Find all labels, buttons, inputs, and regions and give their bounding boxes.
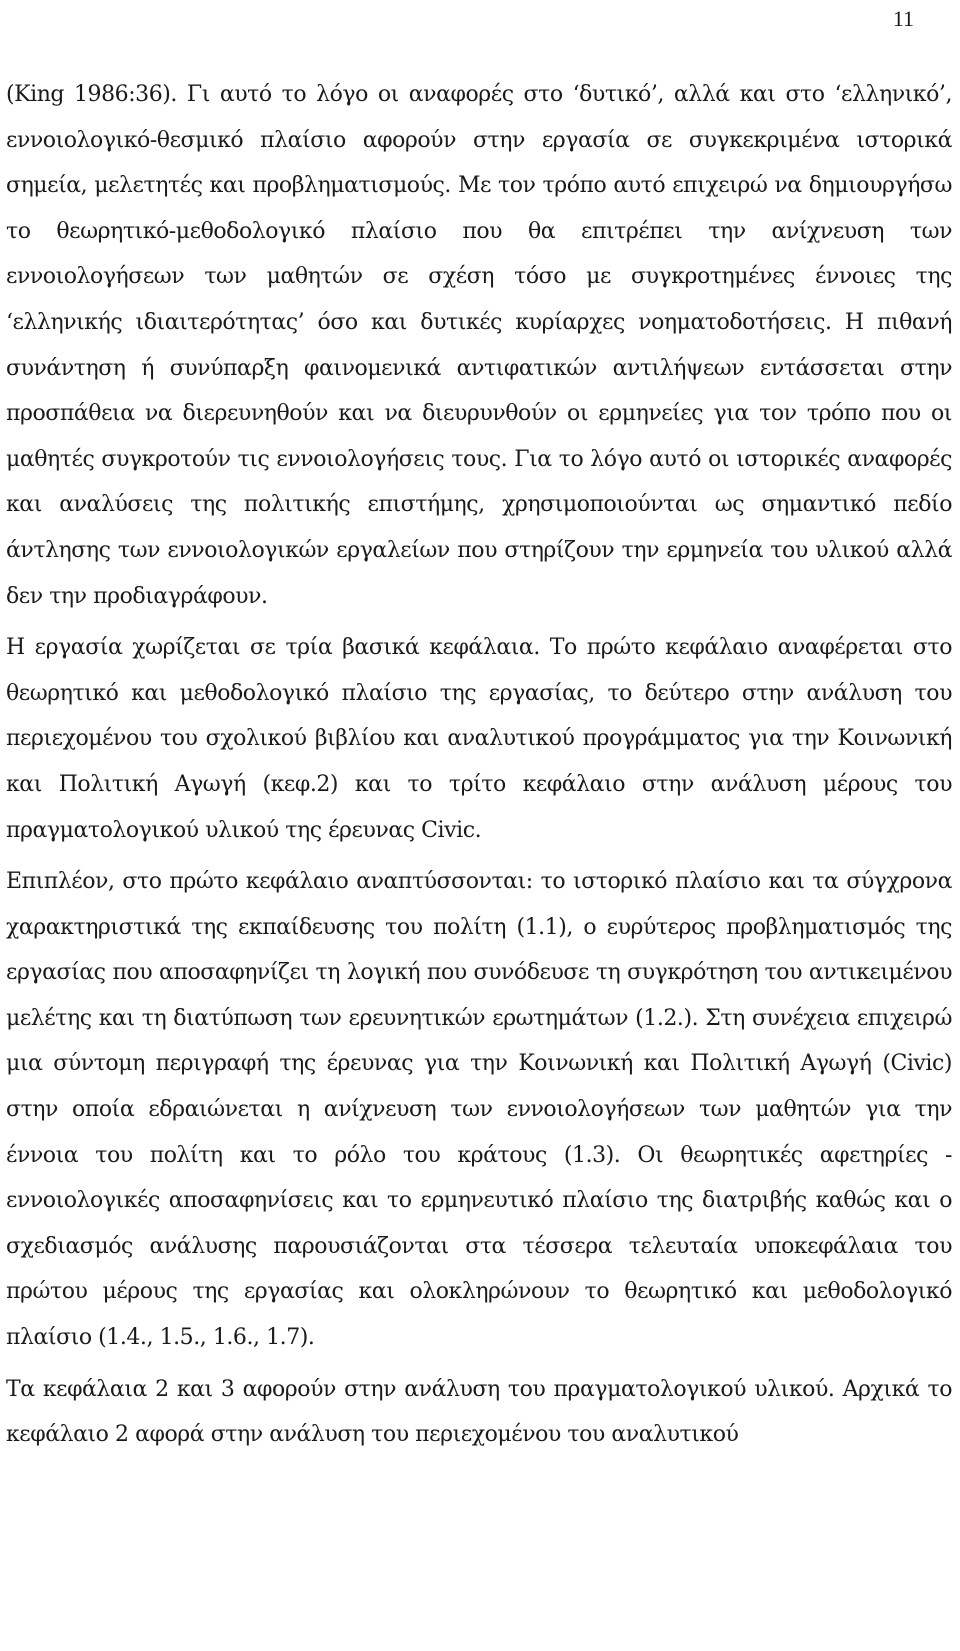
paragraph-intro-context: (King 1986:36). Γι αυτό το λόγο οι αναφορές στο ‘δυτικό’, αλλά και στο ‘ελληνικό’, εννοιολογικό-θεσμικό πλαίσιο αφορούν στην εργασία σε συγκεκριμένα ιστορικά σημεία, μελετητές και προβληματισμούς. Με τον τρόπο αυτό επιχειρώ να δημιουργήσω το θεωρητικό-μεθοδολογικό πλαίσιο που θα επιτρέπει την ανίχνευση των εννοιολογήσεων των μαθητών σε σχέση τόσο με συγκροτημένες έννοιες της ‘ελληνικής ιδιαιτερότητας’ όσο και δυτικές κυρίαρχες νοηματοδοτήσεις. Η πιθανή συνάντηση ή συνύπαρξη φαινομενικά αντιφατικών αντιλήψεων εντάσσεται στην προσπάθεια να διερευνηθούν και να διευρυνθούν οι ερμηνείες για τον τρόπο που οι μαθητές συγκροτούν τις εννοιολογήσεις τους. Για το λόγο αυτό οι ιστορικές αναφορές και αναλύσεις της πολιτικής επιστήμης, χρησιμοποιούνται ως σημαντικό πεδίο άντλησης των εννοιολογικών εργαλείων που στηρίζουν την ερμηνεία του υλικού αλλά δεν την προδιαγράφουν. <box>6 82 952 609</box>
paragraph-work-structure: Η εργασία χωρίζεται σε τρία βασικά κεφάλαια. Το πρώτο κεφάλαιο αναφέρεται στο θεωρητικό και μεθοδολογικό πλαίσιο της εργασίας, το δεύτερο στην ανάλυση του περιεχομένου του σχολικού βιβλίου και αναλυτικού προγράμματος για την Κοινωνική και Πολιτική Αγωγή (κεφ.2) και το τρίτο κεφάλαιο στην ανάλυση μέρους του πραγματολογικού υλικού της έρευνας Civic. <box>6 635 952 843</box>
paragraph-first-chapter: Επιπλέον, στο πρώτο κεφάλαιο αναπτύσσονται: το ιστορικό πλαίσιο και τα σύγχρονα χαρακτηριστικά της εκπαίδευσης του πολίτη (1.1), ο ευρύτερος προβληματισμός της εργασίας που αποσαφηνίζει τη λογική που συνόδευσε τη συγκρότηση του αντικειμένου μελέτης και τη διατύπωση των ερευνητικών ερωτημάτων (1.2.). Στη συνέχεια επιχειρώ μια σύντομη περιγραφή της έρευνας για την Κοινωνική και Πολιτική Αγωγή (Civic) στην οποία εδραιώνεται η ανίχνευση των εννοιολογήσεων των μαθητών για την έννοια του πολίτη και το ρόλο του κράτους (1.3). Οι θεωρητικές αφετηρίες - εννοιολογικές αποσαφηνίσεις και το ερμηνευτικό πλαίσιο της διατριβής καθώς και ο σχεδιασμός ανάλυσης παρουσιάζονται στα τέσσερα τελευταία υποκεφάλαια του πρώτου μέρους της εργασίας και ολοκληρώνουν το θεωρητικό και μεθοδολογικό πλαίσιο (1.4., 1.5., 1.6., 1.7). <box>6 869 952 1351</box>
paragraph-chapters-two-three: Τα κεφάλαια 2 και 3 αφορούν στην ανάλυση του πραγματολογικού υλικού. Αρχικά το κεφάλαιο 2 αφορά στην ανάλυση του περιεχομένου του αναλυτικού <box>6 1376 952 1448</box>
document-body <box>6 72 952 1458</box>
page-number: 11 <box>892 6 914 31</box>
